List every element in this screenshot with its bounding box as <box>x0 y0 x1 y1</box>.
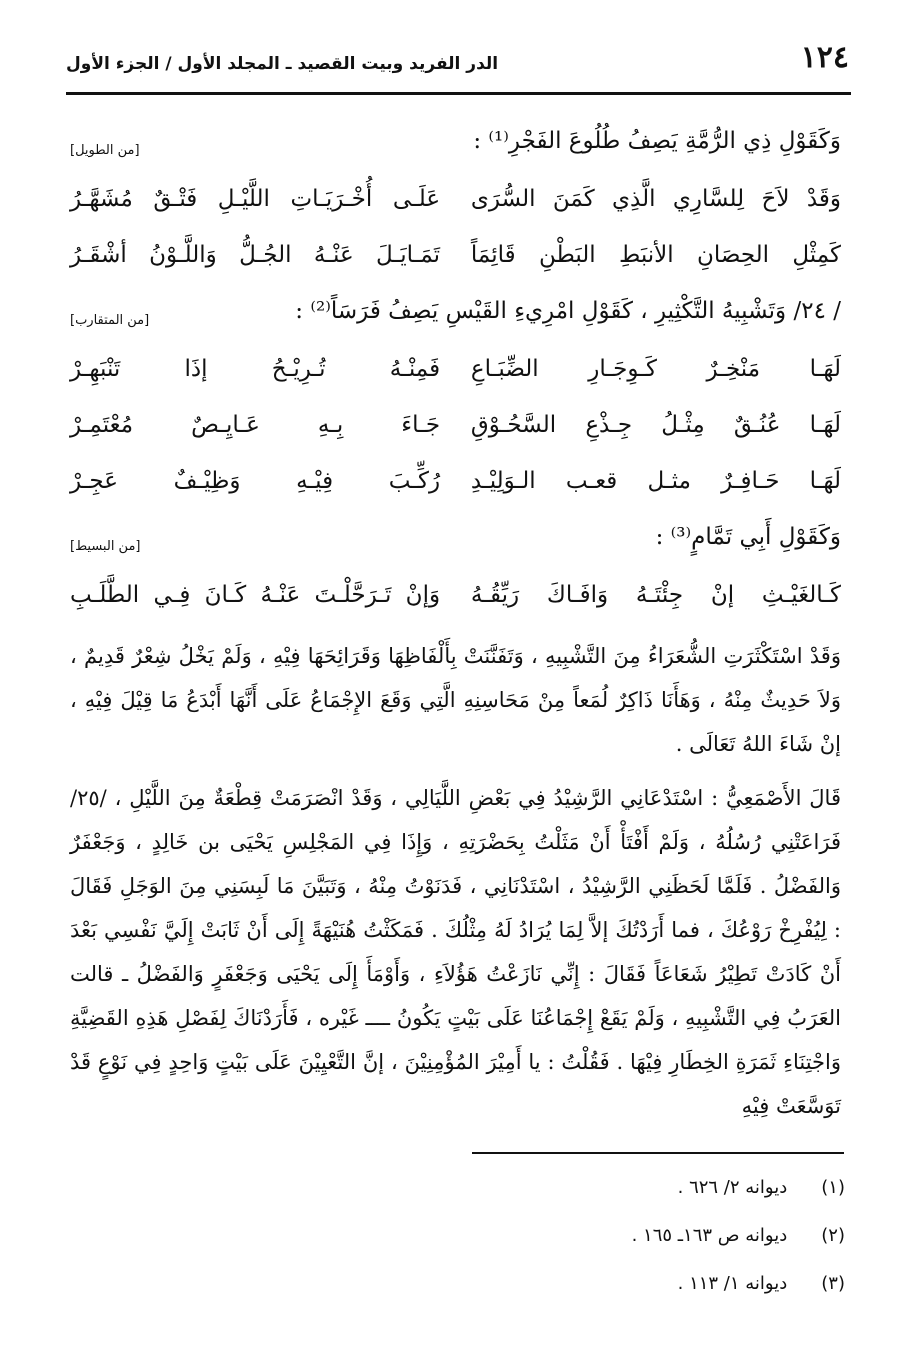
verse-line <box>70 232 841 288</box>
verse-first-hemistich: لَهَـا مَنْخِـرٌ كَـوِجَـارِ الضِّبَـاعِ <box>470 356 841 382</box>
poem-intro <box>70 514 841 572</box>
header-divider <box>66 92 851 95</box>
page-header <box>66 40 849 92</box>
footnote-text: ديوانه ٢/ ٦٢٦ . <box>677 1177 788 1198</box>
intro-text: / ٢٤/ وَتَشْبِيهُ التَّكْثِيرِ ، كَقَوْلِ امْرِيءِ القَيْسِ يَصِفُ فَرَسَاً⁽²⁾ : <box>295 298 841 324</box>
footnote-number: (١) <box>821 1177 845 1198</box>
verse-line <box>70 572 841 628</box>
verse-line <box>70 402 841 458</box>
footnote-number: (٣) <box>821 1273 845 1294</box>
meter-label: [من المتقارب] <box>70 313 150 328</box>
meter-label: [من الطويل] <box>70 143 140 158</box>
verse-first-hemistich: لَهَـا عُنُـقٌ مِثْـلُ جِـذْعِ السَّحُـوْقِ <box>470 412 841 438</box>
poem-intro <box>70 288 841 346</box>
verse-line <box>70 346 841 402</box>
verse-first-hemistich: لَهَـا حَـافِـرٌ مثـل قعـب الـوَلِيْـدِ <box>470 468 841 494</box>
verse-second-hemistich: تَمَـايَـلَ عَنْـهُ الجُـلُّ وَاللَّـوْنُ أشْقَـرُ <box>70 242 441 268</box>
paragraph-poets-simile: وَقَدْ اسْتَكْثَرَتِ الشُّعَرَاءُ مِنَ التَّشْبِيهِ ، وَتَفَنَّنَتْ بِأَلْفَاظِهَا وَقَرَائِحَهَا فِيْهِ ، وَلَمْ يَخْلُ شِعْرٌ قَدِيمٌ ، وَلاَ حَدِيثٌ مِنْهُ ، وَهَأَنَا ذَاكِرٌ لُمَعاً مِنْ مَحَاسِنِهِ الَّتِي وَقَعَ الإِجْمَاعُ عَلَى أَنَّهَا أَبْدَعُ مَا قِيْلَ فِيْهِ ، إنْ شَاءَ اللهُ تَعَالَى . <box>70 644 841 756</box>
paragraph-asmai-story: قَالَ الأَصْمَعِيُّ : اسْتَدْعَانِي الرَّشِيْدُ فِي بَعْضِ اللَّيَالِي ، وَقَدْ انْصَرَمَتْ قِطْعَةٌ مِنَ اللَّيْلِ ، /٢٥/ فَرَاعَتْنِي رُسُلُهُ ، وَلَمْ أَفْتَأْ أَنْ مَثَلْتُ بِحَضْرَتِهِ ، وَإِذَا فِي المَجْلِسِ يَحْيَى بن خَالِدٍ ، وَجَعْفَرٌ وَالفَضْلُ . فَلَمَّا لَحَظَنِي الرَّشِيْدُ ، اسْتَدْنَانِي ، فَدَنَوْتُ مِنْهُ ، وَتَبَيَّنَ مَا لَبِسَنِي مِنَ الوَجَلِ فَقَالَ : لِيُفْرِخْ رَوْعُكَ ، فما أَرَدْتُكَ إلاَّ لِمَا يُرَادُ لَهُ مِثْلُكَ . فَمَكَثْتُ هُنَيْهَةً إِلَى أَنْ ثَابَتْ إِلَيَّ نَفْسِي بَعْدَ أَنْ كَادَتْ تَطِيْرُ شَعَاعَاً فَقَالَ : إِنِّي نَازَعْتُ هَؤُلاَءِ ، وَأَوْمَأَ إِلَى يَحْيَى وَجَعْفَرٍ وَالفَضْلُ ـ قالت العَرَبُ فِي التَّشْبِيهِ ، وَلَمْ يَقَعْ إِجْمَاعُنَا عَلَى بَيْتٍ يَكُونُ ــــ غَيْره ، فَأَرَدْنَاكَ لِفَصْلِ هَذِهِ القَضِيَّةِ وَاجْتِنَاءِ ثَمَرَةِ الخِطَارِ فِيْهَا . فَقُلْتُ : يا أَمِيْرَ المُؤْمِنِيْنَ ، إنَّ التَّعْيِيْنَ عَلَى بَيْتٍ وَاحِدٍ فِي نَوْعٍ قَدْ تَوَسَّعَتْ فِيْهِ <box>70 786 841 1118</box>
intro-text: وَكَقَوْلِ ذِي الرُّمَّةِ يَصِفُ طُلُوعَ الفَجْرِ⁽¹⁾ : <box>473 128 841 154</box>
verse-second-hemistich: وَإنْ تَـرَحَّلْـتَ عَنْـهُ كَـانَ فِـي الطَّلَـبِ <box>70 582 441 608</box>
verse-first-hemistich: كَـالغَيْـثِ إنْ جِئْتَـهُ وَافَـاكَ رَيِّقُـهُ <box>470 582 841 608</box>
meter-label: [من البسيط] <box>70 539 141 554</box>
footnote-divider <box>472 1152 844 1154</box>
footnote-text: ديوانه ص ١٦٣ـ ١٦٥ . <box>631 1225 788 1246</box>
poem-section-dhu-al-rumma <box>70 118 841 288</box>
intro-text: وَكَقَوْلِ أَبِي تَمَّامٍ⁽³⁾ : <box>655 524 841 550</box>
verse-second-hemistich: فَمِنْـهُ تُـرِيْـحُ إذَا تَنْبَهِـرْ <box>70 356 441 382</box>
poem-section-imru-al-qais <box>70 288 841 514</box>
verse-line <box>70 176 841 232</box>
poem-intro <box>70 118 841 176</box>
verse-line <box>70 458 841 514</box>
footnotes <box>632 1168 845 1312</box>
verse-second-hemistich: عَلَـى أُخْـرَيَـاتِ اللَّيْـلِ فَتْـقٌ مُشَهَّـرُ <box>70 186 441 212</box>
poem-section-abu-tammam <box>70 514 841 628</box>
footnote-number: (٢) <box>821 1225 845 1246</box>
footnote <box>632 1216 845 1264</box>
running-title: الدر الفريد وبيت القصيد ـ المجلد الأول / الجزء الأول <box>66 54 499 74</box>
verse-second-hemistich: رُكِّـبَ فِيْـهِ وَظِيْـفٌ عَجِـرْ <box>70 468 441 494</box>
verse-first-hemistich: كَمِثْلِ الحِصَانِ الأنبَطِ البَطْنِ قَائِمَاً <box>470 242 841 268</box>
verse-second-hemistich: جَـاءَ بِـهِ عَـايِـصٌ مُعْتَمِـرْ <box>70 412 441 438</box>
footnote <box>632 1264 845 1312</box>
page-body <box>70 118 841 1128</box>
verse-first-hemistich: وَقَدْ لاَحَ لِلسَّارِي الَّذِي كَمَنَ السُّرَى <box>470 186 841 212</box>
page-number: ١٢٤ <box>800 40 849 75</box>
footnote-text: ديوانه ١/ ١١٣ . <box>677 1273 788 1294</box>
footnote <box>632 1168 845 1216</box>
